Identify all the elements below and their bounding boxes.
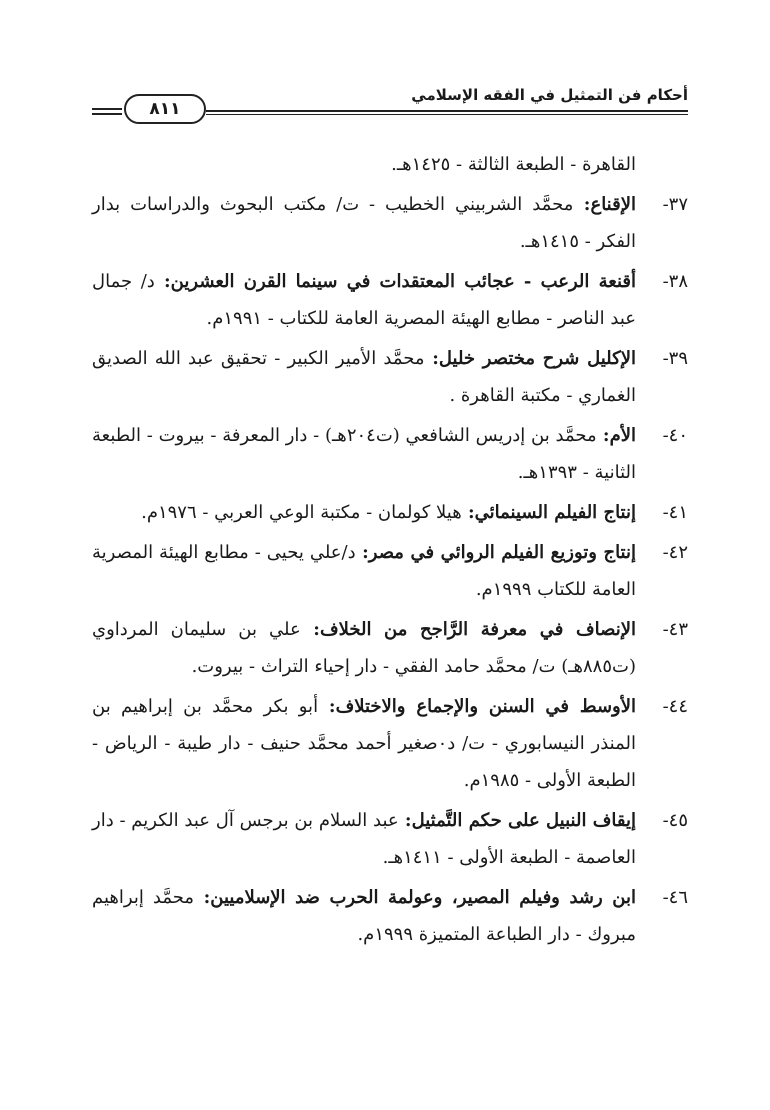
header-rule [92, 108, 122, 110]
entry-details: محمَّد الأمير الكبير - تحقيق عبد الله الصديق الغماري - مكتبة القاهرة . [92, 348, 636, 406]
entry-separator: : [596, 425, 610, 446]
entry-text [92, 688, 636, 799]
header-rule [206, 114, 688, 115]
entry-separator: : [573, 194, 591, 215]
entry-separator: : [300, 619, 320, 640]
entry-separator: : [154, 271, 171, 292]
header-rule [92, 113, 122, 115]
entry-details: محمَّد بن إدريس الشافعي (ت٢٠٤هـ) - دار المعرفة - بيروت - الطبعة الثانية - ١٣٩٣هـ. [92, 425, 636, 483]
entry-text [92, 879, 636, 953]
entry-separator: : [461, 502, 475, 523]
bibliography-entry [92, 263, 688, 337]
entry-details: عبد السلام بن برجس آل عبد الكريم - دار العاصمة - الطبعة الأولى - ١٤١١هـ. [92, 810, 636, 868]
entry-details: د/علي يحيى - مطابع الهيئة المصرية العامة للكتاب ١٩٩٩م. [92, 542, 636, 600]
bibliography-entry [92, 879, 688, 953]
entry-title: أقنعة الرعب - عجائب المعتقدات في سينما القرن العشرين [170, 271, 636, 292]
page-number-badge: ٨١١ [124, 94, 206, 124]
entry-details: د/ جمال عبد الناصر - مطابع الهيئة المصرية العامة للكتاب - ١٩٩١م. [92, 271, 636, 329]
bibliography-entry [92, 494, 688, 531]
entry-number: ٣٨- [662, 271, 688, 292]
header-rule [206, 110, 688, 112]
bibliography-entry [92, 611, 688, 685]
entry-number: ٤٦- [662, 887, 688, 908]
entry-title: الإكليل شرح مختصر خليل [438, 348, 636, 369]
entry-number: ٤٤- [662, 696, 688, 717]
running-title: أحكام فن التمثيل في الفقه الإسلامي [411, 86, 688, 104]
bibliography-entry [92, 186, 688, 260]
entry-title: ابن رشد وفيلم المصير، وعولمة الحرب ضد الإسلاميين [210, 887, 636, 908]
page-header [92, 82, 688, 118]
entry-details: هيلا كولمان - مكتبة الوعي العربي - ١٩٧٦م. [141, 502, 462, 523]
entry-details: أبو بكر محمَّد بن إبراهيم بن المنذر النيسابوري - ت/ د٠صغير أحمد محمَّد حنيف - دار طيبة - الرياض - الطبعة الأولى - ١٩٨٥م. [92, 696, 636, 791]
entry-number: ٣٧- [662, 194, 688, 215]
entry-text [92, 534, 636, 608]
entry-number: ٤٠- [662, 425, 688, 446]
bibliography-list [92, 146, 688, 956]
entry-number: ٤٢- [662, 542, 688, 563]
entry-separator: : [194, 887, 211, 908]
entry-title: إنتاج الفيلم السينمائي [474, 502, 636, 523]
bibliography-entry [92, 534, 688, 608]
entry-separator: : [398, 810, 412, 831]
entry-number: ٤١- [662, 502, 688, 523]
entry-title: الأوسط في السنن والإجماع والاختلاف [335, 696, 636, 717]
entry-text [92, 263, 636, 337]
entry-details: محمَّد الشربيني الخطيب - ت/ مكتب البحوث والدراسات بدار الفكر - ١٤١٥هـ. [92, 194, 636, 252]
entry-text [92, 417, 636, 491]
entry-text [92, 340, 636, 414]
entry-title: الإنصاف في معرفة الرَّاجح من الخلاف [319, 619, 636, 640]
entry-details: علي بن سليمان المرداوي (ت٨٨٥هـ) ت/ محمَّد حامد الفقي - دار إحياء التراث - بيروت. [92, 619, 636, 677]
entry-text [92, 494, 636, 531]
entry-title: الإقناع [590, 194, 636, 215]
entry-separator: : [424, 348, 439, 369]
entry-title: إيقاف النبيل على حكم التَّمثيل [411, 810, 636, 831]
entry-text: القاهرة - الطبعة الثالثة - ١٤٢٥هـ. [391, 154, 636, 175]
entry-separator: : [355, 542, 369, 563]
bibliography-entry [92, 802, 688, 876]
entry-number: ٤٣- [662, 619, 688, 640]
bibliography-entry [92, 417, 688, 491]
entry-text [92, 186, 636, 260]
entry-details: محمَّد إبراهيم مبروك - دار الطباعة المتميزة ١٩٩٩م. [92, 887, 636, 945]
entry-title: إنتاج وتوزيع الفيلم الروائي في مصر [368, 542, 636, 563]
entry-title: الأم [609, 425, 636, 446]
entry-separator: : [318, 696, 336, 717]
entry-text [92, 802, 636, 876]
entry-number: ٤٥- [662, 810, 688, 831]
bibliography-entry [92, 340, 688, 414]
continued-entry [92, 146, 688, 183]
bibliography-entry [92, 688, 688, 799]
entry-text [92, 611, 636, 685]
entry-number: ٣٩- [662, 348, 688, 369]
